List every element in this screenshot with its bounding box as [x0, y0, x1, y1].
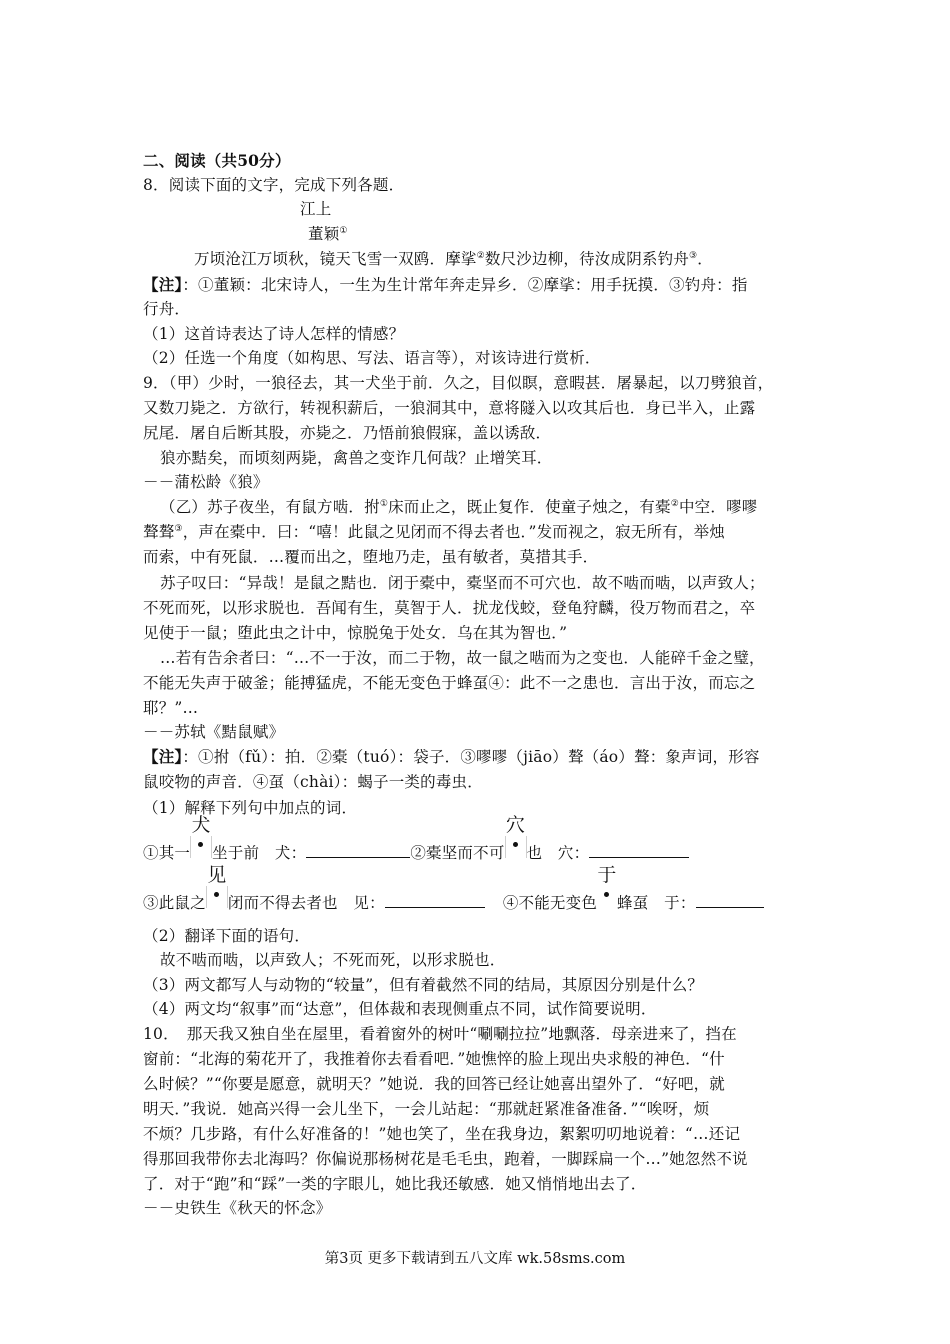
q9-para: 耶？”…: [143, 699, 199, 717]
emphasis-char: 犬: [190, 836, 212, 858]
q10-para: 10． 那天我又独自坐在屋里，看着窗外的树叶“唰唰拉拉”地飘落．母亲进来了，挡在: [143, 1025, 737, 1043]
page-footer: 第3页 更多下载请到五八文库 wk.58sms.com: [324, 1251, 626, 1267]
q9-para: 而索，中有死鼠．…覆而出之，堕地乃走，虽有敏者，莫措其手．: [143, 548, 599, 566]
q9-para: （乙）苏子夜坐，有鼠方啮．拊①床而止之，既止复作．使童子烛之，有橐②中空．嘐嘐: [160, 498, 758, 516]
q9-sub1: （1）解释下列句中加点的词．: [143, 799, 358, 817]
q10-para: 窗前：“北海的菊花开了，我推着你去看看吧．”她憔悴的脸上现出央求般的神色．“什: [143, 1050, 725, 1068]
q9-para: 9．（甲）少时，一狼径去，其一犬坐于前．久之，目似瞑，意暇甚．屠暴起，以刀劈狼首，: [143, 374, 774, 392]
q9-note: 【注】：①拊（fǔ）：拍．②橐（tuó）：袋子．③嘐嘐（jiāo）聱（áo）聱：象声词，形容: [143, 747, 760, 766]
q10-para: 了．对于“跑”和“踩”一类的字眼儿，她比我还敏感．她又悄悄地出去了．: [143, 1175, 647, 1193]
q9-sub4: （4）两文均“叙事”而“达意”，但体裁和表现侧重点不同，试作简要说明．: [143, 1000, 657, 1018]
q8-note-cont: 行舟．: [143, 300, 191, 318]
q9-note-cont: 鼠咬物的声音．④虿（chài）：蝎子一类的毒虫．: [143, 773, 483, 791]
q9-para: 狼亦黠矣，而顷刻两毙，禽兽之变诈几何哉？止增笑耳．: [160, 449, 553, 467]
q8-intro: 8．阅读下面的文字，完成下列各题．: [143, 176, 405, 194]
emphasis-char: 穴: [505, 836, 527, 858]
poem-title: 江上: [300, 200, 332, 218]
fill-in-row-2: ③此鼠之 见 闭而不得去者也 见： ④不能无变色 于 蜂虿 于：: [143, 886, 764, 914]
q9-para: 尻尾．屠自后断其股，亦毙之．乃悟前狼假寐，盖以诱敌．: [143, 424, 552, 442]
section-heading: 二、阅读（共50分）: [143, 151, 291, 170]
q9-para: 又数刀毙之．方欲行，转视积薪后，一狼洞其中，意将隧入以攻其后也．身已半入，止露: [143, 399, 756, 417]
answer-blank[interactable]: [696, 893, 764, 908]
q9-source-2: －－苏轼《黠鼠赋》: [143, 723, 285, 741]
q8-note: 【注】：①董颖：北宋诗人，一生为生计常年奔走异乡．②摩挲：用手抚摸．③钓舟：指: [143, 275, 748, 294]
q10-para: 明天．”我说．她高兴得一会儿坐下，一会儿站起：“那就赶紧准备准备．”“唉呀，烦: [143, 1100, 710, 1118]
emphasis-char: 见: [206, 886, 228, 908]
q9-para: 不死而死，以形求脱也．吾闻有生，莫智于人．扰龙伐蛟，登龟狩麟，役万物而君之，卒: [143, 599, 756, 617]
fill-in-row-1: ①其一 犬 坐于前 犬： ②橐坚而不可 穴 也 穴：: [143, 836, 689, 864]
q9-para: …若有告余者曰：“…不一于汝，而二于物，故一鼠之啮而为之变也．人能碎千金之璧，: [160, 649, 765, 667]
q9-sub2-sentence: 故不啮而啮，以声致人；不死而死，以形求脱也．: [160, 951, 506, 969]
q10-para: 么时候？”“你要是愿意，就明天？”她说．我的回答已经让她喜出望外了．“好吧，就: [143, 1075, 725, 1093]
emphasis-char: 于: [597, 886, 617, 908]
q9-para: 聱聱③，声在橐中．曰：“嘻！此鼠之见闭而不得去者也．”发而视之，寂无所有，举烛: [143, 523, 725, 541]
emphasis-dot: [214, 892, 219, 897]
q9-sub2: （2）翻译下面的语句．: [143, 927, 311, 945]
q8-sub2: （2）任选一个角度（如构思、写法、语言等），对该诗进行赏析．: [143, 349, 601, 367]
q9-source-1: －－蒲松龄《狼》: [143, 473, 269, 491]
q10-source: －－史铁生《秋天的怀念》: [143, 1199, 332, 1217]
answer-blank[interactable]: [589, 843, 689, 858]
poem-author: 董颖①: [308, 225, 348, 243]
q8-sub1: （1）这首诗表达了诗人怎样的情感？: [143, 325, 405, 343]
emphasis-dot: [198, 842, 203, 847]
q9-para: 见使于一鼠；堕此虫之计中，惊脱兔于处女．乌在其为智也．”: [143, 624, 568, 642]
poem-text: 万顷沧江万顷秋，镜天飞雪一双鸥．摩挲②数尺沙边柳，待汝成阴系钓舟③．: [194, 250, 713, 268]
answer-blank[interactable]: [306, 843, 410, 858]
emphasis-dot: [604, 892, 609, 897]
emphasis-dot: [513, 842, 518, 847]
q10-para: 不烦？几步路，有什么好准备的！”她也笑了，坐在我身边，絮絮叨叨地说着：“…还记: [143, 1125, 741, 1143]
q10-para: 得那回我带你去北海吗？你偏说那杨树花是毛毛虫，跑着，一脚踩扁一个…”她忽然不说: [143, 1150, 748, 1168]
q9-para: 不能无失声于破釜；能搏猛虎，不能无变色于蜂虿④：此不一之患也．言出于汝，而忘之: [143, 674, 756, 692]
q9-sub3: （3）两文都写人与动物的“较量”，但有着截然不同的结局，其原因分别是什么？: [143, 976, 704, 994]
answer-blank[interactable]: [385, 893, 485, 908]
q9-para: 苏子叹曰：“异哉！是鼠之黠也．闭于橐中，橐坚而不可穴也．故不啮而啮，以声致人；: [160, 574, 765, 592]
